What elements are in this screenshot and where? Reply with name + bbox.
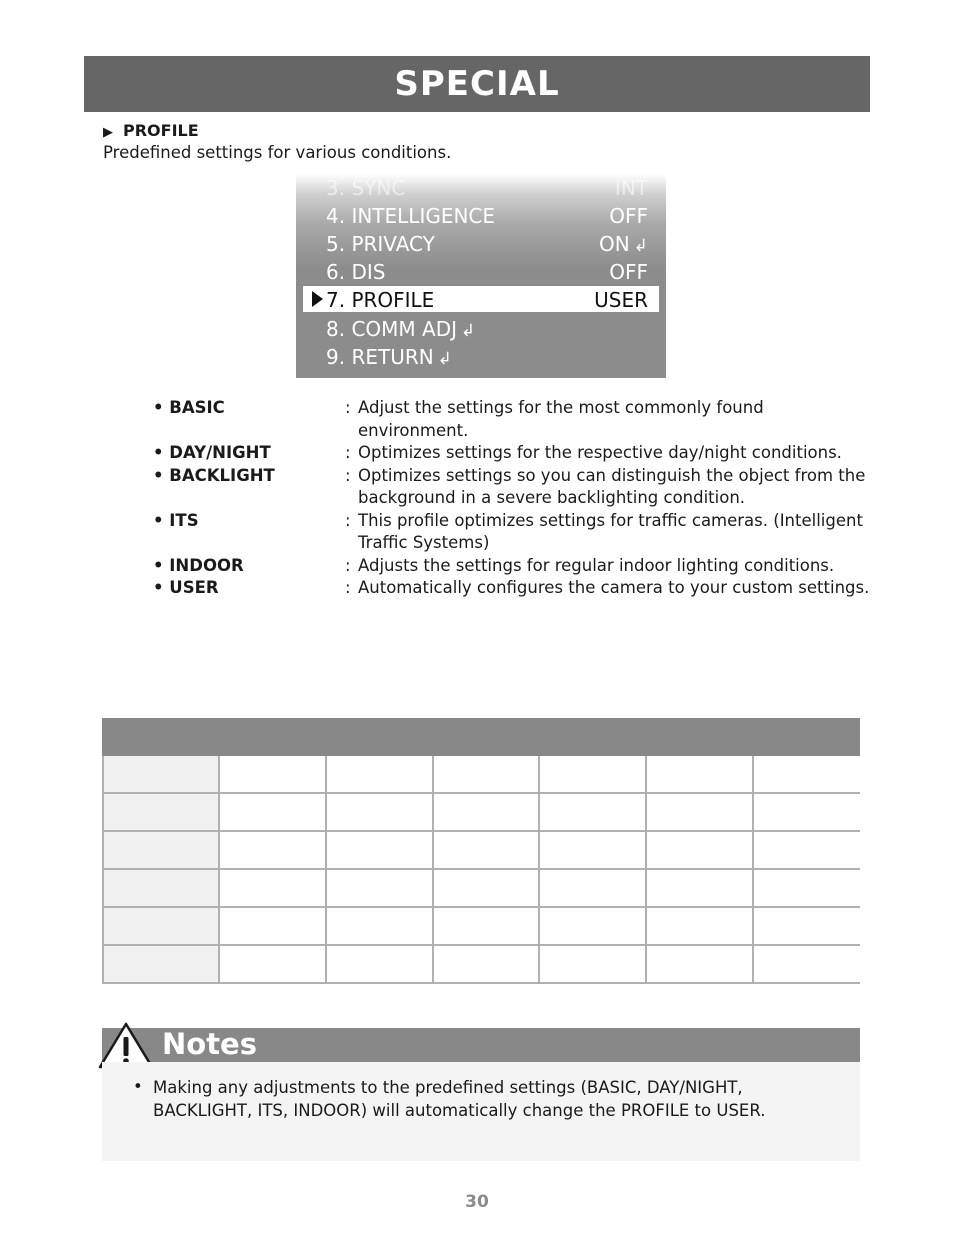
osd-item-value: USER [594, 288, 648, 312]
osd-item-value-wrap [599, 232, 648, 256]
table-cell [433, 756, 540, 793]
osd-item-label-wrap [326, 345, 452, 369]
definition-description: Automatically configures the camera to your custom settings. [358, 578, 870, 597]
osd-item-label: 8. COMM ADJ [326, 317, 457, 341]
osd-menu-item [303, 258, 659, 285]
table-cell [219, 945, 326, 983]
table-cell [326, 945, 433, 983]
table-row [103, 907, 860, 945]
table-cell [326, 869, 433, 907]
table-cell [753, 831, 860, 869]
table-body [102, 756, 860, 984]
table-cell [539, 793, 646, 831]
definition-item [153, 442, 873, 465]
definition-description: Optimizes settings so you can distinguish the object from the background in a severe backlighting condition. [358, 465, 866, 507]
notes-body [102, 1062, 860, 1161]
osd-item-value: OFF [609, 260, 648, 284]
definition-colon: : [345, 510, 351, 530]
table-cell [326, 756, 433, 793]
table-cell [646, 756, 753, 793]
intro-heading [103, 121, 199, 140]
selection-pointer-icon [312, 291, 323, 307]
profile-definition-list [153, 397, 873, 600]
table-cell [753, 945, 860, 983]
definition-item [153, 510, 873, 555]
table-cell [433, 869, 540, 907]
osd-item-label-wrap [326, 317, 475, 341]
definition-term-text: DAY/NIGHT [169, 443, 271, 462]
play-arrow-icon: ▶ [103, 125, 113, 140]
definition-term-text: BACKLIGHT [169, 465, 275, 485]
definition-term: • ITS [153, 510, 199, 530]
definition-term-text: USER [169, 578, 219, 597]
definition-description: Optimizes settings for the respective day/night conditions. [358, 443, 842, 462]
osd-menu-item [303, 230, 659, 257]
table-cell [219, 831, 326, 869]
table-cell [219, 793, 326, 831]
table-cell [326, 907, 433, 945]
table-cell [103, 945, 219, 983]
notes-title: Notes [162, 1027, 257, 1061]
table-cell [646, 831, 753, 869]
notes-header [102, 1028, 860, 1062]
table-cell [326, 793, 433, 831]
definition-term: • BACKLIGHT [153, 465, 275, 485]
table-cell [539, 945, 646, 983]
table-cell [433, 793, 540, 831]
table-cell [646, 793, 753, 831]
osd-menu-screenshot [296, 174, 666, 378]
osd-menu-item [303, 343, 659, 370]
osd-item-label: 4. INTELLIGENCE [326, 204, 496, 228]
definition-description: Adjust the settings for the most commonly found environment. [358, 398, 764, 440]
definition-term-text: BASIC [169, 398, 225, 417]
definition-colon: : [345, 555, 351, 575]
table-cell [539, 831, 646, 869]
intro-description: Predefined settings for various conditions. [103, 143, 452, 162]
osd-item-label: 6. DIS [326, 260, 386, 284]
table-row [103, 756, 860, 793]
table-cell [103, 907, 219, 945]
table-cell [326, 831, 433, 869]
definition-term: • USER [153, 578, 219, 597]
definition-item [153, 397, 873, 442]
osd-menu-item-selected [303, 286, 659, 312]
osd-menu-item [303, 315, 659, 342]
table-cell [433, 907, 540, 945]
definition-colon: : [345, 398, 351, 417]
table-cell [646, 945, 753, 983]
notes-item: Making any adjustments to the predefined settings (BASIC, DAY/NIGHT, BACKLIGHT, ITS, INDOOR) will automatically change the PROFILE to USER. [153, 1078, 766, 1120]
table-cell [219, 869, 326, 907]
osd-item-label: 7. PROFILE [326, 288, 435, 312]
definition-term: • BASIC [153, 398, 225, 417]
settings-table [102, 718, 860, 984]
osd-item-value: OFF [609, 204, 648, 228]
definition-item [153, 465, 873, 510]
table-row [103, 793, 860, 831]
definition-term: • INDOOR [153, 555, 244, 575]
osd-item-value: INT [614, 176, 648, 200]
table-cell [753, 756, 860, 793]
table-cell [103, 869, 219, 907]
osd-menu-item [303, 202, 659, 229]
enter-arrow-icon: ↲ [461, 321, 476, 341]
definition-colon: : [345, 465, 351, 485]
definition-description: This profile optimizes settings for traffic cameras. (Intelligent Traffic Systems) [358, 510, 863, 552]
table-cell [103, 831, 219, 869]
table-cell [219, 756, 326, 793]
osd-item-value: ON [599, 232, 630, 256]
definition-term: • DAY/NIGHT [153, 443, 271, 462]
definition-description: Adjusts the settings for regular indoor lighting conditions. [358, 555, 835, 575]
definition-item [153, 577, 873, 600]
table-cell [433, 831, 540, 869]
table-row [103, 831, 860, 869]
table-cell [753, 907, 860, 945]
table-cell [753, 793, 860, 831]
definition-term-text: INDOOR [169, 555, 244, 575]
table-cell [753, 869, 860, 907]
table-cell [433, 945, 540, 983]
table-cell [539, 907, 646, 945]
section-header [84, 56, 870, 112]
table-cell [219, 907, 326, 945]
enter-arrow-icon: ↲ [633, 236, 648, 256]
definition-colon: : [345, 443, 351, 462]
table-row [103, 945, 860, 983]
table-cell [646, 907, 753, 945]
definition-colon: : [345, 578, 351, 597]
page-number: 30 [465, 1192, 489, 1212]
osd-item-label: 3. SYNC [326, 176, 406, 200]
intro-title-text: PROFILE [123, 121, 199, 140]
table-cell [539, 756, 646, 793]
enter-arrow-icon: ↲ [437, 349, 452, 369]
definition-term-text: ITS [169, 510, 199, 530]
table-cell [539, 869, 646, 907]
osd-item-label: 5. PRIVACY [326, 232, 435, 256]
osd-item-label: 9. RETURN [326, 345, 434, 369]
table-header-bar [102, 718, 860, 756]
table-row [103, 869, 860, 907]
notes-bullet: • [133, 1077, 143, 1096]
table-cell [646, 869, 753, 907]
table-cell [103, 756, 219, 793]
definition-item [153, 555, 873, 578]
section-title: SPECIAL [394, 64, 560, 104]
table-cell [103, 793, 219, 831]
osd-menu-item [303, 174, 659, 201]
